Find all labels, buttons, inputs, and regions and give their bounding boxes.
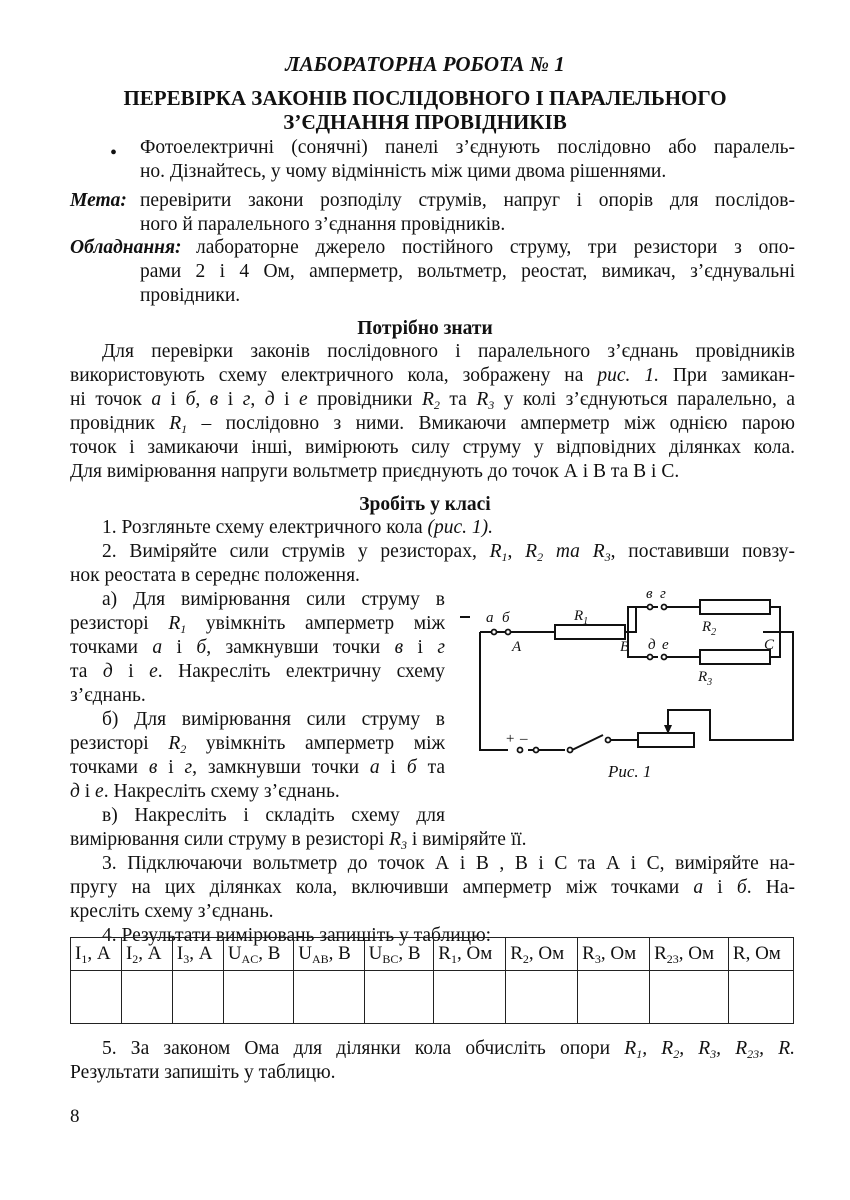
item-a-line-1: а) Для вимірювання сили струму в xyxy=(102,589,445,610)
label-B: B xyxy=(620,639,630,655)
ntk-line-2: використовують схему електричного кола, зображену на рис. 1. При замикан- xyxy=(70,365,796,386)
page-number: 8 xyxy=(70,1106,80,1127)
equipment-label: Обладнання: xyxy=(70,237,182,258)
item-a-line-5: з’єднань. xyxy=(70,685,146,706)
do-in-class-heading: Зробіть у класі xyxy=(359,494,491,515)
goal-line-2: ного й паралельного з’єднання провідників. xyxy=(140,214,506,235)
step-3-line-2: пругу на цих ділянках кола, включивши амперметр між точками а і б. На- xyxy=(70,877,796,898)
item-b-line-3: точками в і г, замкнувши точки а і б та xyxy=(70,757,445,778)
item-c-line-1: в) Накресліть і складіть схему для xyxy=(102,805,445,826)
col-i2: $I_2$, А xyxy=(121,938,172,971)
label-minus: – xyxy=(520,731,528,747)
table-cell xyxy=(172,971,223,1024)
bullet-icon: • xyxy=(110,142,118,164)
step-5-line-2: Результати запишіть у таблицю. xyxy=(70,1062,336,1083)
label-b: б xyxy=(502,610,510,626)
table-cell xyxy=(728,971,793,1024)
table-cell xyxy=(434,971,506,1024)
ntk-line-3: ні точок а і б, в і г, д і е провідники $R_2$ та $R_3$ у колі з’єднуються паралельно, а xyxy=(70,389,796,412)
step-2-line-2: нок реостата в середнє положення. xyxy=(70,565,360,586)
label-e: е xyxy=(662,637,669,653)
table-row xyxy=(71,971,794,1024)
col-r3: $R_3$, Ом xyxy=(578,938,650,971)
label-r1: $R_1$ xyxy=(574,608,589,627)
circuit-diagram xyxy=(460,585,800,785)
label-g: г xyxy=(660,586,666,602)
results-table-header-row xyxy=(71,938,794,971)
label-r2: $R_2$ xyxy=(702,619,717,638)
col-r2: $R_2$, Ом xyxy=(506,938,578,971)
step-5-line-1: 5. За законом Ома для ділянки кола обчисліть опори $R_1$, $R_2$, $R_3$, $R_{23}$, R. xyxy=(102,1038,796,1061)
ntk-line-4: провідник $R_1$ – послідовно з ними. Вмикаючи амперметр між однією парою xyxy=(70,413,796,436)
table-cell xyxy=(364,971,434,1024)
label-C: C xyxy=(764,637,775,653)
figure-caption: Рис. 1 xyxy=(608,762,652,781)
main-title-line-2: З’ЄДНАННЯ ПРОВІДНИКІВ xyxy=(283,110,567,134)
item-a-line-3: точками а і б, замкнувши точки в і г xyxy=(70,637,445,658)
item-b-line-2: резисторі $R_2$ увімкніть амперметр між xyxy=(70,733,446,756)
label-r3: $R_3$ xyxy=(698,669,713,688)
label-d: д xyxy=(648,637,656,653)
item-b-line-4: д і е. Накресліть схему з’єднань. xyxy=(70,781,340,802)
item-b-line-1: б) Для вимірювання сили струму в xyxy=(102,709,445,730)
main-title xyxy=(0,86,850,134)
results-table xyxy=(70,937,794,1024)
step-3-line-3: кресліть схему з’єднань. xyxy=(70,901,274,922)
need-to-know-heading: Потрібно знати xyxy=(357,318,493,339)
item-a-line-4: та д і е. Накресліть електричну схему xyxy=(70,661,445,682)
goal-label: Мета: xyxy=(70,190,127,211)
equipment-line-2: рами 2 і 4 Ом, амперметр, вольтметр, реостат, вимикач, з’єднувальні xyxy=(140,261,795,282)
step-2-line-1: 2. Виміряйте сили струмів у резисторах, $R_1$, $R_2$ та $R_3$, поставивши повзу- xyxy=(102,541,796,564)
label-v: в xyxy=(646,586,653,602)
table-cell xyxy=(71,971,122,1024)
col-ubc: $U_{BC}$, В xyxy=(364,938,434,971)
table-cell xyxy=(121,971,172,1024)
table-cell xyxy=(294,971,364,1024)
equipment-line-3: провідники. xyxy=(140,285,241,306)
col-r23: $R_{23}$, Ом xyxy=(650,938,729,971)
step-1: 1. Розгляньте схему електричного кола (рис. 1). xyxy=(102,517,494,538)
table-cell xyxy=(506,971,578,1024)
equipment-line-1: лабораторне джерело постійного струму, три резистори з опо- xyxy=(196,237,795,258)
main-title-line-1: ПЕРЕВІРКА ЗАКОНІВ ПОСЛІДОВНОГО І ПАРАЛЕЛЬНОГО xyxy=(123,86,727,110)
col-uac: $U_{AC}$, В xyxy=(223,938,293,971)
ntk-line-5: точок і замикаючи інші, вимірюють силу струму у відповідних ділянках кола. xyxy=(70,437,795,458)
label-A: A xyxy=(512,639,522,655)
col-r: R, Ом xyxy=(728,938,793,971)
table-cell xyxy=(578,971,650,1024)
item-a-line-2: резисторі $R_1$ увімкніть амперметр між xyxy=(70,613,446,636)
label-plus: + xyxy=(505,731,516,747)
col-r1: $R_1$, Ом xyxy=(434,938,506,971)
item-c-line-2: вимірювання сили струму в резисторі $R_3$ і виміряйте її. xyxy=(70,829,527,852)
bullet-line-1: Фотоелектричні (сонячні) панелі з’єднують послідовно або паралель- xyxy=(140,137,795,158)
col-i1: $I_1$, А xyxy=(71,938,122,971)
col-i3: $I_3$, А xyxy=(172,938,223,971)
col-uab: $U_{AB}$, В xyxy=(294,938,364,971)
step-4: 4. Результати вимірювань запишіть у таблицю: xyxy=(102,925,492,946)
ntk-line-1: Для перевірки законів послідовного і паралельного з’єднань провідників xyxy=(102,341,795,362)
table-cell xyxy=(650,971,729,1024)
goal-line-1: перевірити закони розподілу струмів, напруг і опорів для послідов- xyxy=(140,190,795,211)
ntk-line-6: Для вимірювання напруги вольтметр приєднують до точок А і В та В і С. xyxy=(70,461,680,482)
table-cell xyxy=(223,971,293,1024)
lab-title: ЛАБОРАТОРНА РОБОТА № 1 xyxy=(285,52,565,76)
label-a: а xyxy=(486,610,494,626)
step-3-line-1: 3. Підключаючи вольтметр до точок А і В , В і С та А і С, виміряйте на- xyxy=(102,853,795,874)
bullet-line-2: но. Дізнайтесь, у чому відмінність між цими двома рішеннями. xyxy=(140,161,667,182)
